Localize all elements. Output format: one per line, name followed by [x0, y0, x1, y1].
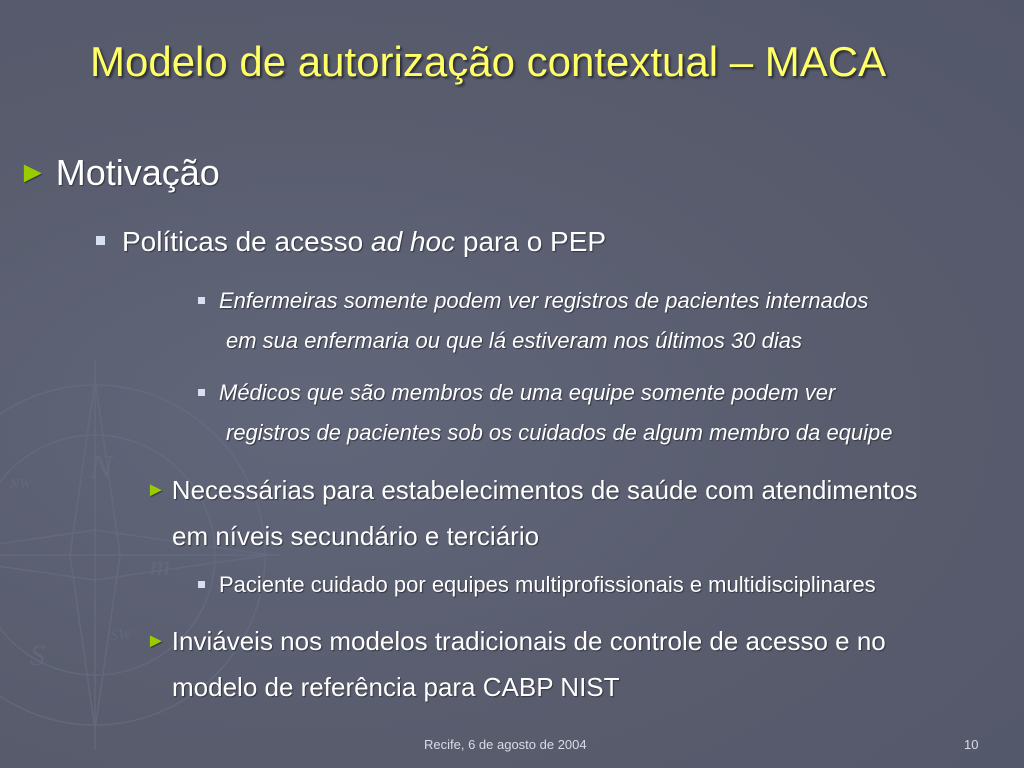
svg-text:m: m — [150, 551, 171, 582]
item-patient-teams — [198, 572, 876, 598]
item-patient-teams-text: Paciente cuidado por equipes multiprofissionais e multidisciplinares — [219, 572, 876, 597]
policies-text-italic: ad hoc — [371, 226, 456, 257]
square-bullet-icon — [198, 389, 205, 396]
point-necessary-line1: Necessárias para estabelecimentos de saúde com atendimentos — [171, 475, 918, 505]
svg-text:SW: SW — [110, 627, 132, 644]
page-number: 10 — [964, 737, 979, 752]
heading-motivation — [18, 152, 220, 194]
slide-title: Modelo de autorização contextual – MACA — [90, 38, 887, 85]
policies-text-before: Políticas de acesso — [122, 226, 372, 257]
arrow-bullet-icon: ► — [146, 479, 166, 501]
policies-text-after: para o PEP — [455, 226, 607, 257]
svg-text:S: S — [30, 639, 45, 672]
item-doctors-line1: Médicos que são membros de uma equipe somente podem ver — [219, 380, 836, 405]
sub-bullet-policies — [96, 226, 606, 258]
item-doctors — [198, 373, 893, 453]
item-nurses-line2: em sua enfermaria ou que lá estiveram nos últimos 30 dias — [226, 328, 802, 353]
svg-text:N: N — [90, 449, 113, 486]
point-unfeasible-line2: modelo de referência para CABP NIST — [172, 672, 620, 702]
svg-text:NW: NW — [10, 477, 31, 492]
point-unfeasible-line1: Inviáveis nos modelos tradicionais de controle de acesso e no — [171, 626, 886, 656]
point-necessary — [146, 467, 918, 559]
item-doctors-line2: registros de pacientes sob os cuidados de algum membro da equipe — [226, 420, 893, 445]
item-nurses — [198, 281, 868, 361]
item-nurses-line1: Enfermeiras somente podem ver registros de pacientes internados — [219, 288, 869, 313]
point-necessary-line2: em níveis secundário e terciário — [172, 521, 540, 551]
square-bullet-icon — [198, 297, 205, 304]
arrow-bullet-icon: ► — [18, 156, 48, 189]
square-bullet-icon — [96, 236, 105, 245]
arrow-bullet-icon: ► — [146, 630, 166, 652]
square-bullet-icon — [198, 581, 205, 588]
footer-date: Recife, 6 de agosto de 2004 — [424, 737, 587, 752]
heading-text: Motivação — [55, 152, 220, 193]
point-unfeasible — [146, 618, 886, 710]
